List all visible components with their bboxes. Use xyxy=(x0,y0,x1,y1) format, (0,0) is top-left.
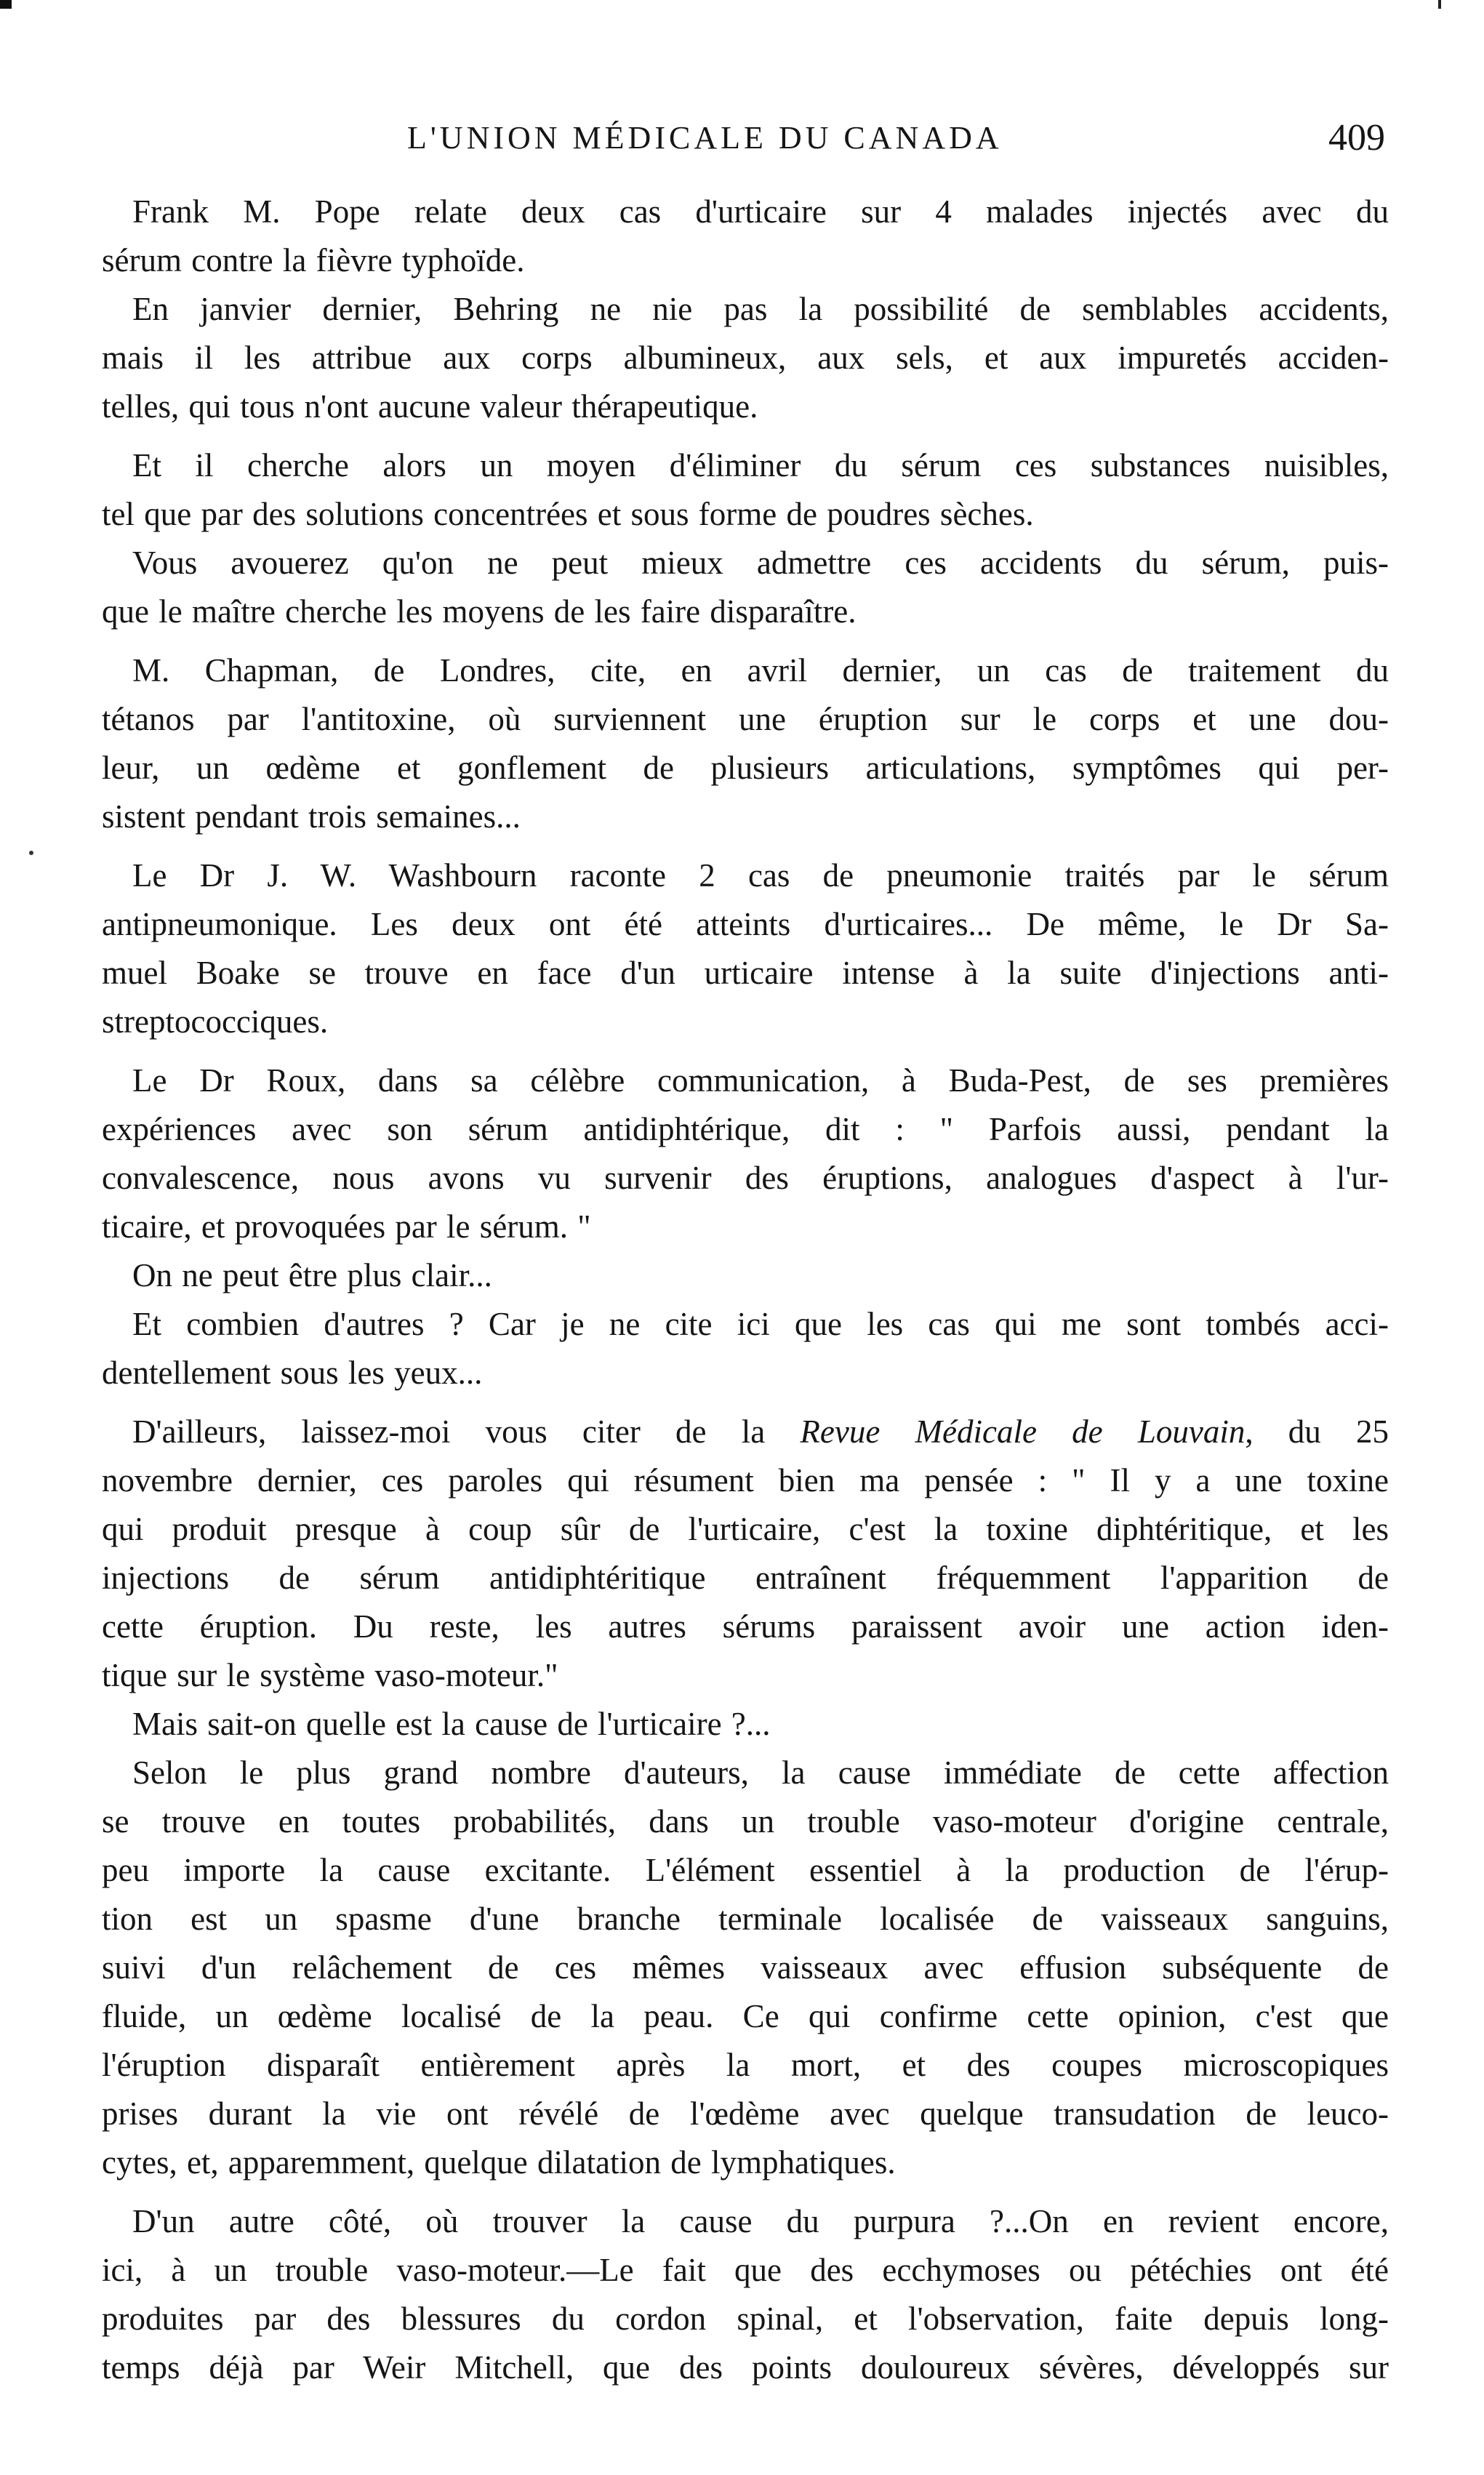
text-line: Et il cherche alors un moyen d'éliminer du sérum ces substances nuisibles, xyxy=(132,447,1389,484)
text-line: qui produit presque à coup sûr de l'urticaire, c'est la toxine diphtéritique, et les xyxy=(102,1511,1389,1547)
text-line: cytes, et, apparemment, quelque dilatation de lymphatiques. xyxy=(102,2144,896,2181)
text-line: tel que par des solutions concentrées et sous forme de poudres sèches. xyxy=(102,496,1034,532)
text-line: sérum contre la fièvre typhoïde. xyxy=(102,242,525,278)
text-line: antipneumonique. Les deux ont été atteints d'urticaires... De même, le Dr Sa- xyxy=(102,906,1389,942)
text-line: muel Boake se trouve en face d'un urticaire intense à la suite d'injections anti- xyxy=(102,955,1389,991)
text-line: expériences avec son sérum antidiphtérique, dit : " Parfois aussi, pendant la xyxy=(102,1111,1389,1147)
text-line: suivi d'un relâchement de ces mêmes vaisseaux avec effusion subséquente de xyxy=(102,1949,1389,1986)
text-line: mais il les attribue aux corps albumineux, aux sels, et aux impuretés acciden- xyxy=(102,340,1389,376)
text-line: produites par des blessures du cordon spinal, et l'observation, faite depuis long- xyxy=(102,2300,1389,2337)
margin-speck xyxy=(29,851,33,855)
page-number: 409 xyxy=(1328,117,1385,159)
text-line: que le maître cherche les moyens de les faire disparaître. xyxy=(102,593,857,630)
page-header xyxy=(87,116,1385,167)
article-body xyxy=(102,188,1389,2392)
text-line: Et combien d'autres ? Car je ne cite ici que les cas qui me sont tombés acci- xyxy=(132,1306,1389,1342)
text-line: Vous avouerez qu'on ne peut mieux admettre ces accidents du sérum, puis- xyxy=(132,545,1389,581)
paragraph-gap xyxy=(102,431,1389,441)
text-line: temps déjà par Weir Mitchell, que des points douloureux sévères, développés sur xyxy=(102,2349,1389,2386)
text-line: sistent pendant trois semaines... xyxy=(102,798,521,835)
text-line: tique sur le système vaso-moteur." xyxy=(102,1657,558,1693)
paragraph-gap xyxy=(102,1046,1389,1056)
text-line: novembre dernier, ces paroles qui résument bien ma pensée : " Il y a une toxine xyxy=(102,1462,1389,1499)
text-line: peu importe la cause excitante. L'élément essentiel à la production de l'érup- xyxy=(102,1852,1389,1888)
text-line: Le Dr J. W. Washbourn raconte 2 cas de pneumonie traités par le sérum xyxy=(132,857,1389,894)
text-line: Frank M. Pope relate deux cas d'urticaire sur 4 malades injectés avec du xyxy=(132,193,1389,230)
text-line: l'éruption disparaît entièrement après la mort, et des coupes microscopiques xyxy=(102,2047,1389,2083)
text-line: Selon le plus grand nombre d'auteurs, la cause immédiate de cette affection xyxy=(132,1754,1389,1791)
text-line: Mais sait-on quelle est la cause de l'urticaire ?... xyxy=(132,1706,771,1742)
text-line: fluide, un œdème localisé de la peau. Ce qui confirme cette opinion, c'est que xyxy=(102,1998,1389,2034)
text-line: tion est un spasme d'une branche terminale localisée de vaisseaux sanguins, xyxy=(102,1901,1389,1937)
scan-edge-mark xyxy=(0,0,12,9)
text-line: ticaire, et provoquées par le sérum. " xyxy=(102,1208,591,1245)
text-line: leur, un œdème et gonflement de plusieurs articulations, symptômes qui per- xyxy=(102,750,1389,786)
paragraph-gap xyxy=(102,1397,1389,1408)
text-line: telles, qui tous n'ont aucune valeur thérapeutique. xyxy=(102,388,758,425)
paragraph-gap xyxy=(102,636,1389,646)
text-line: se trouve en toutes probabilités, dans un trouble vaso-moteur d'origine centrale, xyxy=(102,1803,1389,1840)
text-line: M. Chapman, de Londres, cite, en avril dernier, un cas de traitement du xyxy=(132,652,1389,689)
text-line: cette éruption. Du reste, les autres sérums paraissent avoir une action iden- xyxy=(102,1608,1389,1645)
text-line: prises durant la vie ont révélé de l'œdème avec quelque transudation de leuco- xyxy=(102,2095,1389,2132)
running-title: L'UNION MÉDICALE DU CANADA xyxy=(407,120,1003,156)
text-line: convalescence, nous avons vu survenir des éruptions, analogues d'aspect à l'ur- xyxy=(102,1160,1389,1196)
text-line: D'un autre côté, où trouver la cause du purpura ?...On en revient encore, xyxy=(132,2203,1389,2239)
text-line: dentellement sous les yeux... xyxy=(102,1355,483,1391)
text-segment: D'ailleurs, laissez-moi vous citer de la xyxy=(132,1413,766,1450)
text-line: tétanos par l'antitoxine, où surviennent une éruption sur le corps et une dou- xyxy=(102,701,1389,737)
text-line: injections de sérum antidiphtéritique entraînent fréquemment l'apparition de xyxy=(102,1560,1389,1596)
paragraph-gap xyxy=(102,841,1389,851)
journal-title: Revue Médicale de Louvain xyxy=(800,1413,1246,1450)
text-line: ici, à un trouble vaso-moteur.—Le fait que des ecchymoses ou pétéchies ont été xyxy=(102,2252,1389,2288)
paragraph-gap xyxy=(102,2187,1389,2197)
text-line: En janvier dernier, Behring ne nie pas la possibilité de semblables accidents, xyxy=(132,291,1389,327)
scan-edge-tick xyxy=(1438,0,1441,9)
text-line: streptococciques. xyxy=(102,1003,329,1040)
text-line: On ne peut être plus clair... xyxy=(132,1257,492,1293)
text-line xyxy=(102,1408,1389,1456)
text-line: Le Dr Roux, dans sa célèbre communication, à Buda-Pest, de ses premières xyxy=(132,1062,1389,1099)
text-segment: , du 25 xyxy=(1245,1413,1389,1450)
